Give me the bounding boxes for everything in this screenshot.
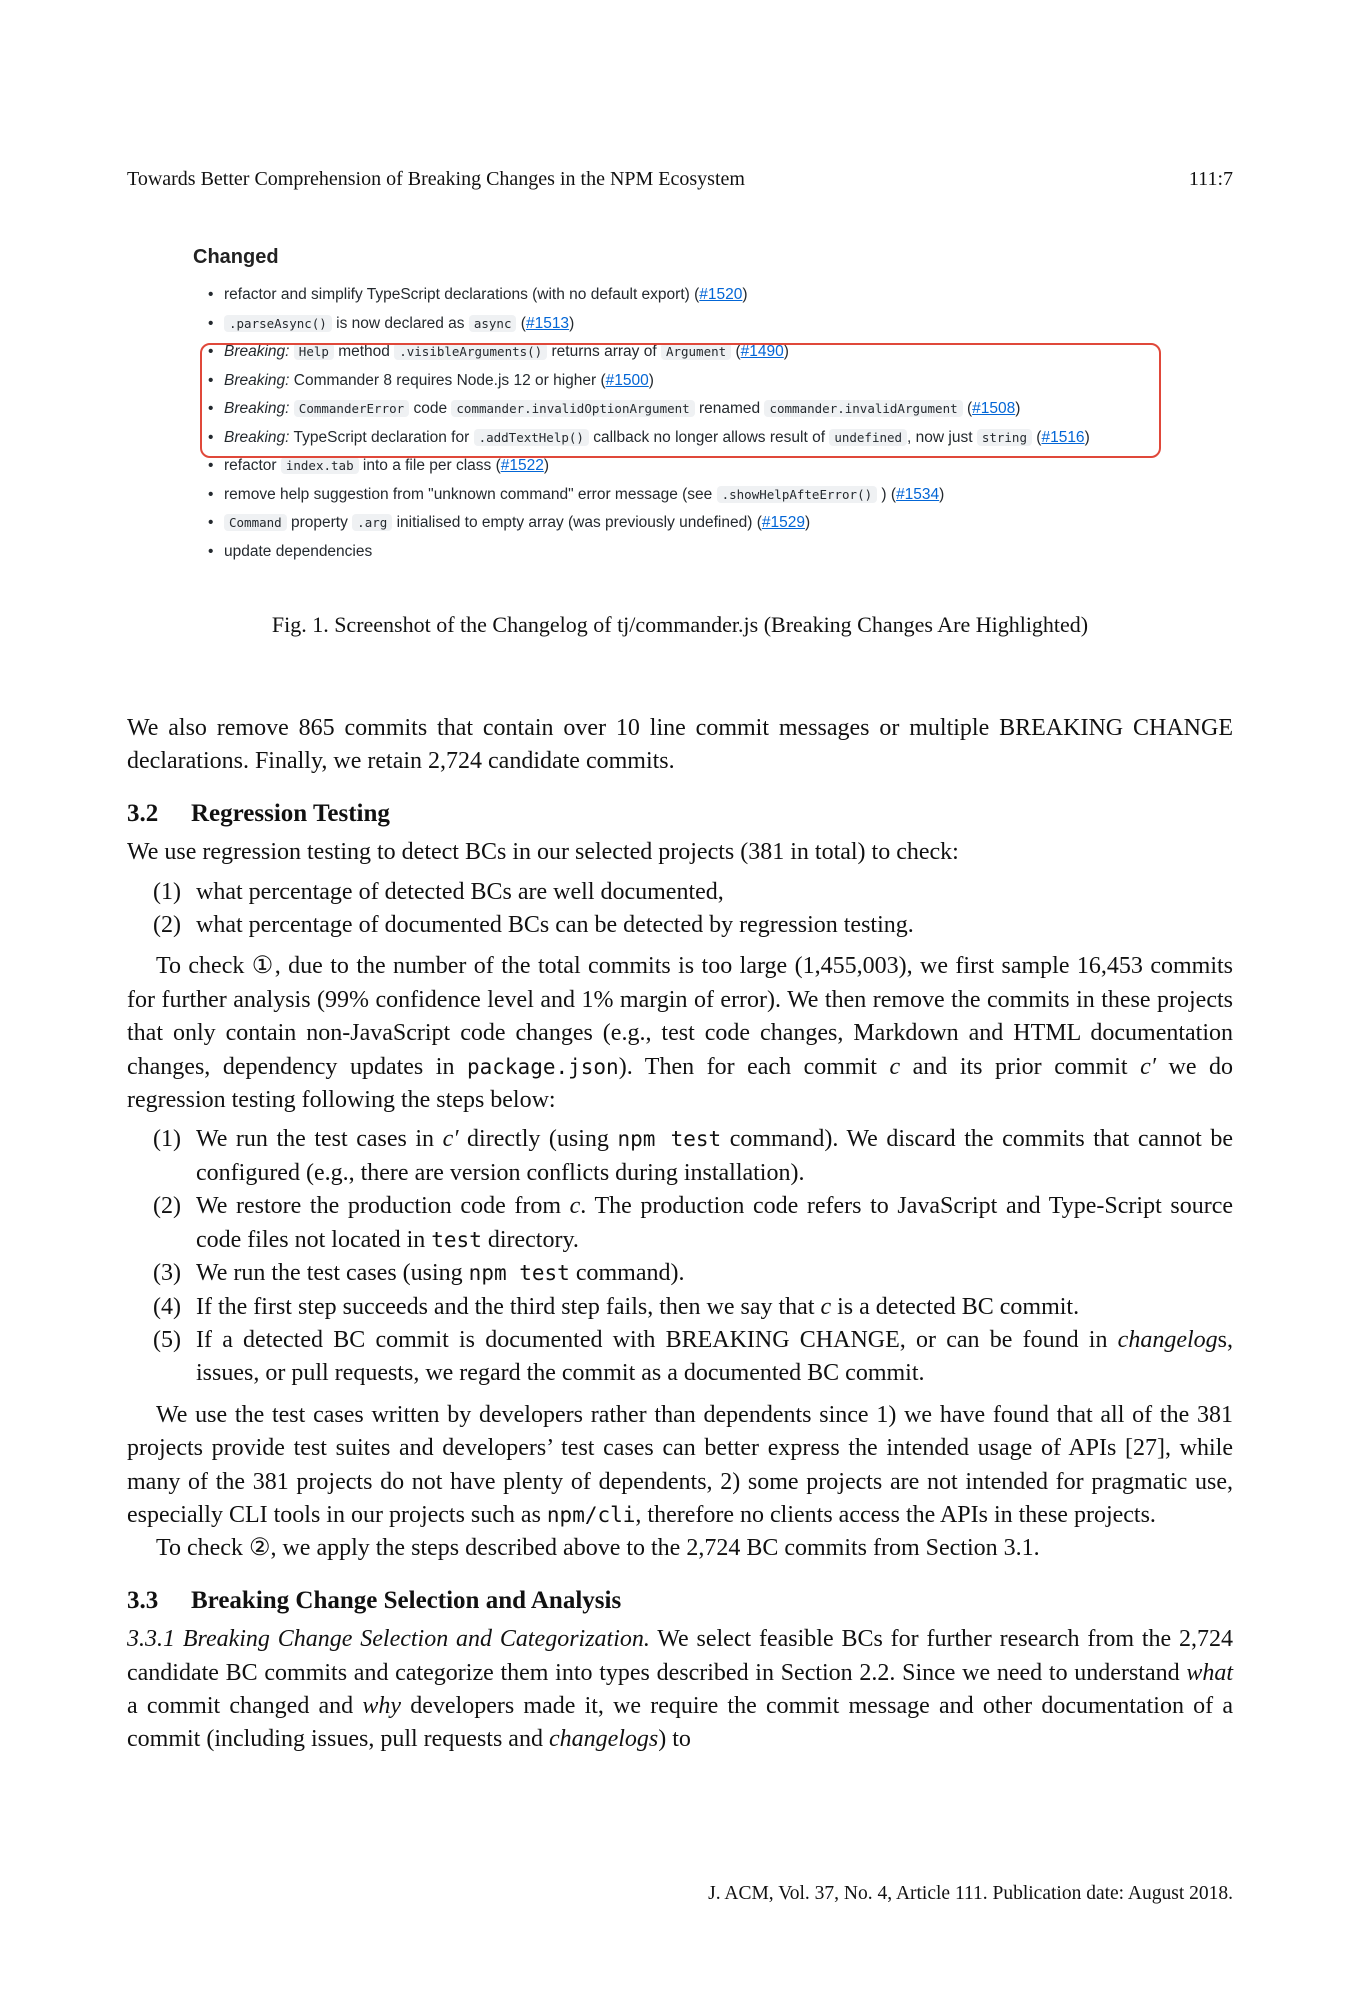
list-item: [127, 1190, 1233, 1257]
changelog-item: [190, 452, 1170, 481]
list-number: (2): [153, 1193, 181, 1220]
text-span: We use the test cases written by developers rather than dependents since 1) we have found that all of the 381 projects provide test suites and developers’ test cases can better express the intended usage of APIs [27], while many of the 381 projects do not have plenty of dependents, 2) some projects are not intended for pragmatic use, especially CLI tools in our projects such as: [127, 1401, 1233, 1528]
paragraph: [127, 1623, 1233, 1757]
inline-code: async: [469, 315, 517, 332]
section-title: Regression Testing: [191, 799, 390, 827]
inline-code: commander.invalidArgument: [764, 400, 962, 417]
item-text: ): [783, 343, 789, 360]
text-span: and its prior commit: [900, 1053, 1141, 1080]
issue-link[interactable]: #1516: [1041, 428, 1085, 446]
math-var: c′: [1140, 1053, 1156, 1080]
issue-link[interactable]: #1508: [972, 400, 1016, 417]
list-item: [127, 876, 1233, 909]
item-text: into a file per class (: [358, 457, 501, 474]
inline-code: Help: [294, 343, 334, 360]
section-number: 3.3: [127, 1586, 159, 1614]
item-text: ) (: [877, 485, 897, 503]
item-text: (: [731, 343, 741, 360]
paragraph: [127, 1399, 1233, 1533]
emphasis: what: [1186, 1659, 1233, 1686]
text-span: command). We discard the commits that cannot be configured (e.g., there are version conflicts during installation).: [196, 1126, 1234, 1186]
issue-link[interactable]: #1500: [605, 371, 649, 389]
inline-code: .arg: [352, 514, 392, 531]
list-item: [127, 909, 1233, 942]
inline-code: Argument: [661, 343, 731, 360]
step-list: [127, 1123, 1233, 1390]
breaking-label: Breaking:: [224, 428, 290, 446]
issue-link[interactable]: #1513: [525, 314, 570, 332]
list-number: (1): [153, 1126, 181, 1153]
emphasis: why: [362, 1692, 402, 1719]
item-text: (: [516, 314, 526, 332]
item-text: refactor: [224, 457, 281, 474]
inline-code: npm test: [617, 1127, 722, 1152]
changelog-item: [190, 310, 1170, 339]
list-item: [127, 1291, 1233, 1324]
header-title: Towards Better Comprehension of Breaking Changes in the NPM Ecosystem: [127, 168, 745, 190]
breaking-label: Breaking:: [224, 343, 290, 360]
inline-code: npm test: [468, 1261, 570, 1286]
section-number: 3.2: [127, 799, 159, 827]
section-heading: [127, 1584, 1233, 1617]
inline-code: npm/cli: [546, 1502, 636, 1527]
text-span: we do regression testing following the steps below:: [127, 1053, 1234, 1114]
page-number: 111:7: [1188, 168, 1233, 190]
item-text: code: [409, 400, 452, 417]
paragraph: We use regression testing to detect BCs in our selected projects (381 in total) to check:: [127, 839, 959, 866]
inline-code: CommanderError: [294, 400, 409, 417]
inline-code: Command: [224, 514, 287, 531]
item-text: callback no longer allows result of: [588, 428, 830, 446]
paragraph: [127, 950, 1233, 1117]
math-var: c: [889, 1053, 901, 1080]
changelog-list: [190, 281, 1170, 566]
text-span: To check ①, due to the number of the total commits is too large (1,455,003), we first sample 16,453 commits for further analysis (99% confidence level and 1% margin of error). We then remove the commits in these projects that only contain non-JavaScript code changes (e.g., test code changes, Markdown and HTML documentation changes, dependency updates in: [127, 953, 1233, 1080]
text-span: developers made it, we require the commit message and other documentation of a commit (including issues, pull requests and: [127, 1692, 1233, 1753]
math-var: c′: [442, 1126, 459, 1153]
changelog-item: [190, 509, 1170, 538]
item-text: , now just: [907, 428, 977, 446]
changelog-item: [190, 481, 1170, 510]
inline-code: .parseAsync(): [224, 315, 332, 332]
section-title: Breaking Change Selection and Analysis: [191, 1586, 622, 1614]
item-text: ): [939, 485, 945, 503]
changelog-item: [190, 367, 1170, 396]
inline-code: package.json: [466, 1054, 619, 1079]
item-text: update dependencies: [224, 542, 373, 560]
changelog-item: [190, 395, 1170, 424]
inline-code: .showHelpAfteError(): [717, 486, 878, 503]
section-heading: [127, 797, 1233, 830]
emphasis: changelogs: [548, 1726, 659, 1753]
text-span: We restore the production code from: [196, 1193, 570, 1220]
item-text: method: [333, 343, 395, 360]
changelog-item: [190, 338, 1170, 367]
page-footer: J. ACM, Vol. 37, No. 4, Article 111. Publication date: August 2018.: [708, 1883, 1233, 1904]
text-span: ). Then for each commit: [618, 1053, 890, 1080]
figure-caption: Fig. 1. Screenshot of the Changelog of tj/commander.js (Breaking Changes Are Highlighted): [271, 612, 1089, 637]
list-text: what percentage of documented BCs can be detected by regression testing.: [196, 912, 914, 939]
list-number: (1): [153, 878, 181, 905]
list-text: what percentage of detected BCs are well documented,: [196, 878, 724, 905]
inline-code: commander.invalidOptionArgument: [451, 400, 694, 417]
issue-link[interactable]: #1522: [500, 457, 544, 474]
math-var: c: [820, 1293, 832, 1320]
breaking-label: Breaking:: [224, 371, 290, 389]
text-span: We run the test cases in: [196, 1126, 443, 1153]
item-text: (: [1031, 428, 1042, 446]
breaking-label: Breaking:: [224, 400, 290, 417]
paragraph: To check ②, we apply the steps described above to the 2,724 BC commits from Section 3.1.: [156, 1535, 1040, 1562]
changelog-figure: [190, 246, 1170, 566]
text-span: is a detected BC commit.: [831, 1293, 1080, 1320]
issue-link[interactable]: #1520: [699, 286, 743, 303]
item-text: renamed: [694, 400, 765, 417]
inline-code: test: [431, 1227, 482, 1252]
item-text: returns array of: [547, 343, 661, 360]
item-text: remove help suggestion from "unknown command" error message (see: [224, 485, 717, 503]
text-span: If a detected BC commit is documented with BREAKING CHANGE, or can be found in: [196, 1326, 1118, 1353]
item-text: ): [569, 314, 575, 332]
item-text: ): [543, 457, 550, 474]
inline-code: .addTextHelp(): [474, 429, 589, 446]
list-item: [127, 1324, 1233, 1391]
list-item: [127, 1123, 1233, 1190]
item-text: Commander 8 requires Node.js 12 or higher (: [289, 371, 606, 389]
text-span: directly (using: [458, 1126, 618, 1153]
text-span: . The production code refers to JavaScript and Type-Script source code files not located in: [196, 1193, 1233, 1253]
item-text: refactor and simplify TypeScript declarations (with no default export) (: [224, 286, 700, 303]
changelog-heading: Changed: [193, 246, 279, 268]
list-number: (5): [153, 1326, 181, 1353]
text-span: , therefore no clients access the APIs in these projects.: [635, 1501, 1156, 1528]
body-text: [127, 712, 1233, 1757]
item-text: (: [962, 400, 973, 417]
text-span: directory.: [481, 1226, 579, 1253]
list-item: [127, 1257, 1233, 1290]
list-number: (3): [153, 1260, 181, 1287]
issue-link[interactable]: #1529: [761, 514, 805, 531]
item-text: ): [1084, 428, 1090, 446]
issue-link[interactable]: #1534: [896, 485, 940, 503]
check-list: [127, 876, 1233, 943]
item-text: TypeScript declaration for: [289, 428, 474, 446]
list-number: (4): [153, 1293, 181, 1320]
item-text: ): [648, 371, 654, 389]
text-span: s, issues, or pull requests, we regard the commit as a documented BC commit.: [196, 1326, 1233, 1387]
item-text: ): [804, 514, 811, 531]
issue-link[interactable]: #1490: [740, 343, 784, 360]
text-span: We run the test cases (using: [196, 1260, 469, 1287]
running-header: [127, 168, 1233, 191]
paragraph: We also remove 865 commits that contain over 10 line commit messages or multiple BREAKING CHANGE declarations. Finally, we retain 2,724 candidate commits.: [127, 715, 1233, 775]
text-span: a commit changed and: [127, 1692, 363, 1719]
item-text: is now declared as: [331, 314, 469, 332]
subsection-heading: 3.3.1 Breaking Change Selection and Categorization.: [127, 1626, 650, 1653]
item-text: ): [1015, 400, 1021, 417]
list-number: (2): [153, 912, 181, 939]
math-var: c: [569, 1193, 581, 1220]
inline-code: index.tab: [281, 457, 359, 474]
inline-code: string: [977, 429, 1032, 446]
text-span: We select feasible BCs for further research from the 2,724 candidate BC commits and categorize them into types described in Section 2.2. Since we need to understand: [127, 1626, 1234, 1686]
emphasis: changelog: [1117, 1326, 1218, 1353]
item-text: property: [286, 514, 353, 531]
text-span: ) to: [658, 1726, 691, 1753]
changelog-item: [190, 424, 1170, 453]
changelog-item: [190, 538, 1170, 567]
item-text: ): [742, 286, 748, 303]
inline-code: .visibleArguments(): [394, 343, 547, 360]
changelog-item: [190, 281, 1170, 310]
item-text: initialised to empty array (was previously undefined) (: [392, 514, 762, 531]
inline-code: undefined: [829, 429, 907, 446]
text-span: command).: [569, 1260, 685, 1287]
text-span: If the first step succeeds and the third step fails, then we say that: [196, 1293, 821, 1320]
